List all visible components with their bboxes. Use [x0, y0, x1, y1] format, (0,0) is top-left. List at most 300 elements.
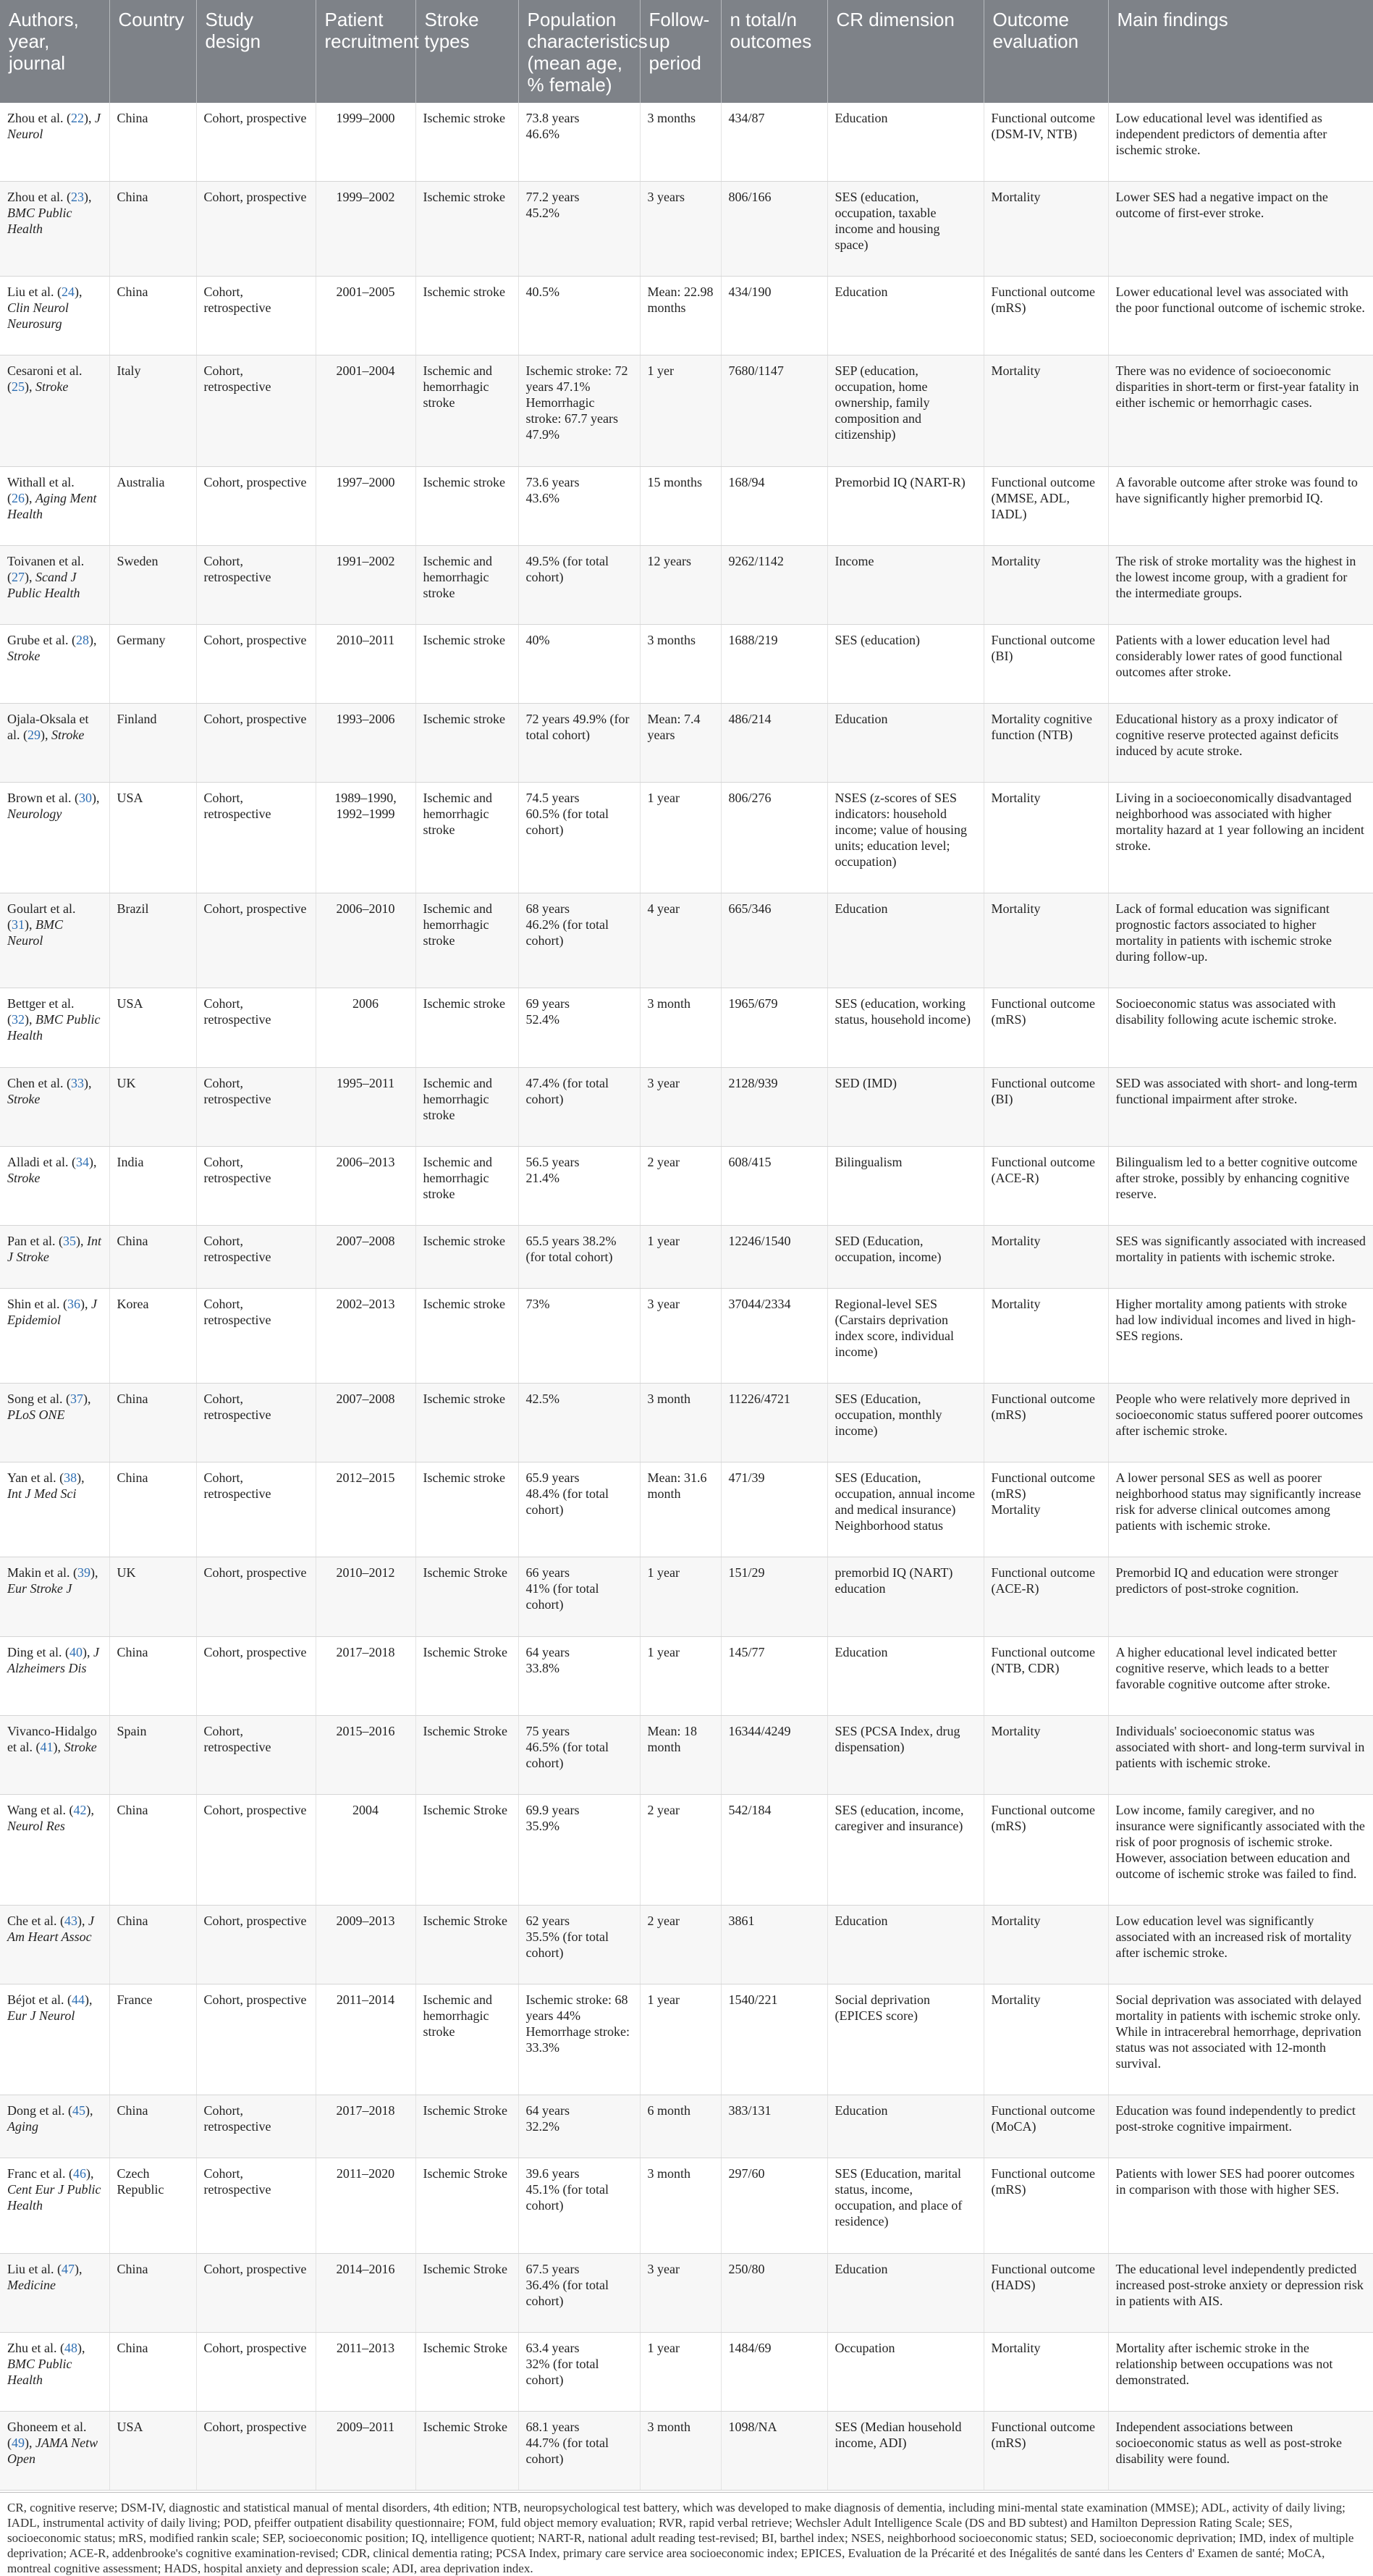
study-design-cell: Cohort, retrospective [196, 1462, 316, 1557]
reference-link[interactable]: 46 [72, 2166, 86, 2181]
reference-link[interactable]: 24 [61, 285, 75, 300]
population-cell: 73% [518, 1288, 640, 1383]
reference-link[interactable]: 45 [72, 2103, 85, 2118]
author-name: Brown et al. [7, 791, 72, 806]
population-cell: 75 years 46.5% (for total cohort) [518, 1715, 640, 1794]
country-cell: Sweden [109, 545, 196, 624]
study-design-cell: Cohort, retrospective [196, 1288, 316, 1383]
follow-up-cell: 3 year [640, 1067, 721, 1146]
author-name: Zhou et al. [7, 111, 64, 125]
journal-name: Stroke [7, 648, 41, 663]
journal-name: Eur Stroke J [7, 1581, 72, 1596]
follow-up-cell: 1 year [640, 1636, 721, 1715]
reference-link[interactable]: 25 [12, 379, 25, 395]
reference-link[interactable]: 23 [70, 190, 84, 205]
recruitment-cell: 2012–2015 [316, 1462, 415, 1557]
author-cell: Zhu et al. (48), BMC Public Health [0, 2332, 109, 2411]
journal-name: Stroke [51, 727, 85, 742]
reference-link[interactable]: 27 [12, 569, 25, 584]
reference-link[interactable]: 38 [64, 1470, 77, 1486]
study-design-cell: Cohort, retrospective [196, 1067, 316, 1146]
n-total-cell: 297/60 [721, 2158, 827, 2253]
author-name: Ojala-Oksala et al. [7, 711, 89, 742]
author-name: Franc et al. [7, 2166, 66, 2181]
outcome-cell: Functional outcome (NTB, CDR) [984, 1636, 1108, 1715]
cr-dimension-cell: SES (Education, marital status, income, occupation, and place of residence) [827, 2158, 984, 2253]
author-cell: Bettger et al. (32), BMC Public Health [0, 988, 109, 1067]
author-cell: Dong et al. (45), Aging [0, 2095, 109, 2158]
author-cell: Makin et al. (39), Eur Stroke J [0, 1557, 109, 1636]
recruitment-cell: 2014–2016 [316, 2253, 415, 2332]
reference-link[interactable]: 49 [12, 2435, 25, 2450]
recruitment-cell: 2017–2018 [316, 1636, 415, 1715]
author-name: Ding et al. [7, 1644, 62, 1659]
study-design-cell: Cohort, prospective [196, 893, 316, 988]
country-cell: China [109, 1794, 196, 1905]
population-cell: 49.5% (for total cohort) [518, 545, 640, 624]
author-cell: Zhou et al. (22), J Neurol [0, 103, 109, 182]
n-total-cell: 9262/1142 [721, 545, 827, 624]
table-row [0, 1225, 1373, 1288]
journal-name: Aging Ment Health [7, 490, 97, 521]
cr-dimension-cell: Education [827, 103, 984, 182]
author-cell: Shin et al. (36), J Epidemiol [0, 1288, 109, 1383]
country-cell: Spain [109, 1715, 196, 1794]
study-design-cell: Cohort, prospective [196, 624, 316, 703]
population-cell: 40.5% [518, 277, 640, 355]
population-cell: 64 years 33.8% [518, 1636, 640, 1715]
findings-cell: Premorbid IQ and education were stronger predictors of post-stroke cognition. [1108, 1557, 1373, 1636]
findings-cell: Lower educational level was associated with the poor functional outcome of ischemic stroke. [1108, 277, 1373, 355]
recruitment-cell: 2006–2010 [316, 893, 415, 988]
recruitment-cell: 1999–2002 [316, 182, 415, 277]
stroke-type-cell: Ischemic and hemorrhagic stroke [415, 1984, 518, 2095]
table-row [0, 2332, 1373, 2411]
reference-link[interactable]: 42 [73, 1802, 87, 1817]
reference-link[interactable]: 39 [77, 1565, 90, 1580]
table-row [0, 466, 1373, 545]
reference-link[interactable]: 26 [12, 490, 25, 505]
journal-name: Int J Med Sci [7, 1486, 77, 1502]
recruitment-cell: 1991–2002 [316, 545, 415, 624]
cr-dimension-cell: Occupation [827, 2332, 984, 2411]
stroke-type-cell: Ischemic stroke [415, 1384, 518, 1462]
author-cell: Yan et al. (38), Int J Med Sci [0, 1462, 109, 1557]
author-name: Alladi et al. [7, 1154, 69, 1169]
cr-dimension-cell: Education [827, 2253, 984, 2332]
reference-link[interactable]: 34 [75, 1154, 89, 1169]
outcome-cell: Functional outcome (HADS) [984, 2253, 1108, 2332]
table-row [0, 1067, 1373, 1146]
n-total-cell: 1965/679 [721, 988, 827, 1067]
outcome-cell: Functional outcome (ACE-R) [984, 1557, 1108, 1636]
follow-up-cell: 3 month [640, 988, 721, 1067]
reference-link[interactable]: 36 [67, 1296, 80, 1311]
table-row [0, 2095, 1373, 2158]
cr-dimension-cell: SEP (education, occupation, home ownership, family composition and citizenship) [827, 355, 984, 466]
table-row [0, 1462, 1373, 1557]
stroke-type-cell: Ischemic stroke [415, 624, 518, 703]
recruitment-cell: 2011–2014 [316, 1984, 415, 2095]
n-total-cell: 1688/219 [721, 624, 827, 703]
header-n-total: n total/n outcomes [721, 0, 827, 103]
outcome-cell: Functional outcome (mRS) [984, 277, 1108, 355]
table-row [0, 988, 1373, 1067]
country-cell: Czech Republic [109, 2158, 196, 2253]
study-design-cell: Cohort, retrospective [196, 988, 316, 1067]
author-name: Goulart et al. [7, 901, 76, 917]
journal-name: Stroke [35, 379, 69, 395]
study-design-cell: Cohort, prospective [196, 103, 316, 182]
country-cell: China [109, 1462, 196, 1557]
findings-cell: A favorable outcome after stroke was found to have significantly higher premorbid IQ. [1108, 466, 1373, 545]
country-cell: Korea [109, 1288, 196, 1383]
study-design-cell: Cohort, prospective [196, 182, 316, 277]
recruitment-cell: 1997–2000 [316, 466, 415, 545]
journal-name: Cent Eur J Public Health [7, 2182, 101, 2213]
findings-cell: Higher mortality among patients with stroke had low individual incomes and lived in high-SES regions. [1108, 1288, 1373, 1383]
journal-name: BMC Neurol [7, 917, 63, 948]
stroke-type-cell: Ischemic and hemorrhagic stroke [415, 893, 518, 988]
outcome-cell: Functional outcome (BI) [984, 1067, 1108, 1146]
country-cell: Italy [109, 355, 196, 466]
outcome-cell: Mortality [984, 1715, 1108, 1794]
header-country: Country [109, 0, 196, 103]
population-cell: Ischemic stroke: 72 years 47.1% Hemorrhagic stroke: 67.7 years 47.9% [518, 355, 640, 466]
author-name: Dong et al. [7, 2103, 65, 2118]
author-name: Wang et al. [7, 1802, 67, 1817]
outcome-cell: Functional outcome (MMSE, ADL, IADL) [984, 466, 1108, 545]
reference-link[interactable]: 47 [61, 2261, 75, 2276]
findings-cell: Low educational level was identified as independent predictors of dementia after ischemic stroke. [1108, 103, 1373, 182]
author-cell: Withall et al. (26), Aging Ment Health [0, 466, 109, 545]
study-design-cell: Cohort, prospective [196, 1984, 316, 2095]
outcome-cell: Functional outcome (mRS) [984, 1384, 1108, 1462]
cr-dimension-cell: Education [827, 1905, 984, 1984]
reference-link[interactable]: 30 [78, 791, 92, 806]
recruitment-cell: 1989–1990, 1992–1999 [316, 783, 415, 893]
stroke-type-cell: Ischemic and hemorrhagic stroke [415, 545, 518, 624]
reference-link[interactable]: 48 [64, 2340, 77, 2355]
author-name: Yan et al. [7, 1470, 56, 1486]
stroke-type-cell: Ischemic stroke [415, 988, 518, 1067]
journal-name: Aging [7, 2119, 38, 2134]
follow-up-cell: Mean: 7.4 years [640, 703, 721, 782]
findings-cell: A lower personal SES as well as poorer neighborhood status may significantly increase risk for adverse clinical outcomes among patients with ischemic stroke. [1108, 1462, 1373, 1557]
stroke-type-cell: Ischemic Stroke [415, 1905, 518, 1984]
population-cell: 69.9 years 35.9% [518, 1794, 640, 1905]
study-design-cell: Cohort, retrospective [196, 277, 316, 355]
population-cell: 67.5 years 36.4% (for total cohort) [518, 2253, 640, 2332]
findings-cell: SES was significantly associated with increased mortality in patients with ischemic stroke. [1108, 1225, 1373, 1288]
reference-link[interactable]: 43 [64, 1913, 77, 1928]
follow-up-cell: 2 year [640, 1146, 721, 1225]
population-cell: 69 years 52.4% [518, 988, 640, 1067]
follow-up-cell: 1 year [640, 783, 721, 893]
outcome-cell: Functional outcome (ACE-R) [984, 1146, 1108, 1225]
recruitment-cell: 2011–2013 [316, 2332, 415, 2411]
n-total-cell: 486/214 [721, 703, 827, 782]
reference-link[interactable]: 32 [12, 1012, 25, 1027]
table-body [0, 103, 1373, 2490]
outcome-cell: Mortality [984, 355, 1108, 466]
table-row [0, 703, 1373, 782]
outcome-cell: Mortality [984, 1905, 1108, 1984]
journal-name: Stroke [7, 1091, 41, 1106]
author-name: Song et al. [7, 1392, 63, 1407]
reference-link[interactable]: 40 [69, 1644, 83, 1659]
n-total-cell: 471/39 [721, 1462, 827, 1557]
follow-up-cell: Mean: 31.6 month [640, 1462, 721, 1557]
recruitment-cell: 1993–2006 [316, 703, 415, 782]
table-row [0, 2158, 1373, 2253]
n-total-cell: 16344/4249 [721, 1715, 827, 1794]
author-name: Pan et al. [7, 1233, 56, 1248]
outcome-cell: Functional outcome (DSM-IV, NTB) [984, 103, 1108, 182]
author-cell: Alladi et al. (34), Stroke [0, 1146, 109, 1225]
stroke-type-cell: Ischemic stroke [415, 1462, 518, 1557]
journal-name: BMC Public Health [7, 2356, 72, 2387]
stroke-type-cell: Ischemic stroke [415, 703, 518, 782]
country-cell: China [109, 1905, 196, 1984]
author-cell: Zhou et al. (23), BMC Public Health [0, 182, 109, 277]
n-total-cell: 434/87 [721, 103, 827, 182]
reference-link[interactable]: 41 [40, 1739, 54, 1754]
n-total-cell: 806/166 [721, 182, 827, 277]
stroke-type-cell: Ischemic Stroke [415, 2332, 518, 2411]
population-cell: 40% [518, 624, 640, 703]
n-total-cell: 542/184 [721, 1794, 827, 1905]
cr-dimension-cell: Education [827, 893, 984, 988]
table-row [0, 1794, 1373, 1905]
follow-up-cell: 15 months [640, 466, 721, 545]
journal-name: J Neurol [7, 111, 101, 141]
reference-link[interactable]: 44 [71, 1992, 85, 2008]
study-design-cell: Cohort, retrospective [196, 2095, 316, 2158]
header-population: Population characteristics (mean age, % female) [518, 0, 640, 103]
author-cell: Grube et al. (28), Stroke [0, 624, 109, 703]
journal-name: J Epidemiol [7, 1296, 97, 1327]
reference-link[interactable]: 35 [62, 1233, 76, 1248]
header-patient-recruitment: Patient recruitment [316, 0, 415, 103]
table-row [0, 1715, 1373, 1794]
cr-dimension-cell: Income [827, 545, 984, 624]
table-row [0, 1905, 1373, 1984]
outcome-cell: Mortality [984, 1225, 1108, 1288]
table-row [0, 1984, 1373, 2095]
n-total-cell: 1540/221 [721, 1984, 827, 2095]
header-cr-dimension: CR dimension [827, 0, 984, 103]
journal-name: Clin Neurol Neurosurg [7, 300, 69, 332]
outcome-cell: Functional outcome (mRS) [984, 988, 1108, 1067]
n-total-cell: 11226/4721 [721, 1384, 827, 1462]
cr-dimension-cell: SES (Median household income, ADI) [827, 2411, 984, 2490]
cr-dimension-cell: SES (PCSA Index, drug dispensation) [827, 1715, 984, 1794]
outcome-cell: Functional outcome (mRS) Mortality [984, 1462, 1108, 1557]
table-row [0, 1288, 1373, 1383]
population-cell: 47.4% (for total cohort) [518, 1067, 640, 1146]
stroke-type-cell: Ischemic Stroke [415, 1636, 518, 1715]
n-total-cell: 7680/1147 [721, 355, 827, 466]
reference-link[interactable]: 31 [12, 917, 25, 933]
n-total-cell: 434/190 [721, 277, 827, 355]
cr-dimension-cell: SES (Education, occupation, annual income and medical insurance) Neighborhood status [827, 1462, 984, 1557]
cr-dimension-cell: Social deprivation (EPICES score) [827, 1984, 984, 2095]
journal-name: Scand J Public Health [7, 569, 80, 600]
country-cell: China [109, 182, 196, 277]
recruitment-cell: 2001–2004 [316, 355, 415, 466]
stroke-type-cell: Ischemic Stroke [415, 2411, 518, 2490]
stroke-type-cell: Ischemic stroke [415, 1288, 518, 1383]
country-cell: Brazil [109, 893, 196, 988]
journal-name: J Alzheimers Dis [7, 1644, 99, 1675]
author-name: Béjot et al. [7, 1992, 64, 2008]
author-name: Che et al. [7, 1913, 57, 1928]
findings-cell: Social deprivation was associated with delayed mortality in patients with ischemic stroke only. While in intracerebral hemorrhage, deprivation status was not associated with 12-month survival. [1108, 1984, 1373, 2095]
findings-cell: SED was associated with short- and long-term functional impairment after stroke. [1108, 1067, 1373, 1146]
stroke-type-cell: Ischemic and hemorrhagic stroke [415, 1067, 518, 1146]
author-cell: Brown et al. (30), Neurology [0, 783, 109, 893]
cr-dimension-cell: Education [827, 703, 984, 782]
cr-dimension-cell: Premorbid IQ (NART-R) [827, 466, 984, 545]
outcome-cell: Functional outcome (mRS) [984, 2411, 1108, 2490]
stroke-type-cell: Ischemic Stroke [415, 1715, 518, 1794]
n-total-cell: 37044/2334 [721, 1288, 827, 1383]
reference-link[interactable]: 28 [75, 632, 89, 647]
country-cell: China [109, 1225, 196, 1288]
country-cell: UK [109, 1067, 196, 1146]
outcome-cell: Mortality [984, 1288, 1108, 1383]
outcome-cell: Mortality [984, 783, 1108, 893]
journal-name: Medicine [7, 2277, 56, 2292]
recruitment-cell: 1995–2011 [316, 1067, 415, 1146]
recruitment-cell: 2002–2013 [316, 1288, 415, 1383]
follow-up-cell: 2 year [640, 1905, 721, 1984]
cr-dimension-cell: SED (Education, occupation, income) [827, 1225, 984, 1288]
table-row [0, 1146, 1373, 1225]
follow-up-cell: 3 month [640, 1384, 721, 1462]
reference-link[interactable]: 37 [70, 1392, 83, 1407]
stroke-type-cell: Ischemic stroke [415, 466, 518, 545]
author-cell: Pan et al. (35), Int J Stroke [0, 1225, 109, 1288]
findings-cell: Individuals' socioeconomic status was associated with short- and long-term survival in patients with ischemic stroke. [1108, 1715, 1373, 1794]
author-cell: Goulart et al. (31), BMC Neurol [0, 893, 109, 988]
n-total-cell: 3861 [721, 1905, 827, 1984]
author-cell: Wang et al. (42), Neurol Res [0, 1794, 109, 1905]
findings-cell: Patients with lower SES had poorer outcomes in comparison with those with higher SES. [1108, 2158, 1373, 2253]
header-main-findings: Main findings [1108, 0, 1373, 103]
reference-link[interactable]: 29 [28, 727, 41, 742]
journal-name: BMC Public Health [7, 206, 72, 237]
stroke-type-cell: Ischemic Stroke [415, 2095, 518, 2158]
country-cell: China [109, 277, 196, 355]
study-design-cell: Cohort, prospective [196, 1794, 316, 1905]
table-row [0, 624, 1373, 703]
author-name: Toivanen et al. [7, 553, 85, 568]
population-cell: 56.5 years 21.4% [518, 1146, 640, 1225]
population-cell: 63.4 years 32% (for total cohort) [518, 2332, 640, 2411]
findings-cell: Living in a socioeconomically disadvantaged neighborhood was associated with higher mortality hazard at 1 year following an incident stroke. [1108, 783, 1373, 893]
cr-dimension-cell: SES (Education, occupation, monthly income) [827, 1384, 984, 1462]
population-cell: 64 years 32.2% [518, 2095, 640, 2158]
reference-link[interactable]: 33 [70, 1075, 84, 1090]
recruitment-cell: 2017–2018 [316, 2095, 415, 2158]
table-row [0, 182, 1373, 277]
findings-cell: Patients with a lower education level had considerably lower rates of good functional outcomes after stroke. [1108, 624, 1373, 703]
country-cell: Australia [109, 466, 196, 545]
author-name: Liu et al. [7, 2261, 54, 2276]
follow-up-cell: 3 years [640, 182, 721, 277]
stroke-type-cell: Ischemic stroke [415, 277, 518, 355]
n-total-cell: 151/29 [721, 1557, 827, 1636]
table-row [0, 355, 1373, 466]
study-design-cell: Cohort, prospective [196, 466, 316, 545]
table-row [0, 1557, 1373, 1636]
reference-link[interactable]: 22 [70, 111, 84, 125]
journal-name: JAMA Netw Open [7, 2435, 98, 2466]
stroke-type-cell: Ischemic stroke [415, 1225, 518, 1288]
author-cell: Ojala-Oksala et al. (29), Stroke [0, 703, 109, 782]
findings-cell: The risk of stroke mortality was the highest in the lowest income group, with a gradient for the intermediate groups. [1108, 545, 1373, 624]
author-name: Grube et al. [7, 632, 69, 647]
findings-cell: People who were relatively more deprived in socioeconomic status suffered poorer outcomes after ischemic stroke. [1108, 1384, 1373, 1462]
study-design-cell: Cohort, retrospective [196, 1715, 316, 1794]
population-cell: 62 years 35.5% (for total cohort) [518, 1905, 640, 1984]
cr-dimension-cell: SED (IMD) [827, 1067, 984, 1146]
recruitment-cell: 2010–2011 [316, 624, 415, 703]
journal-name: Neurol Res [7, 1818, 65, 1833]
author-cell: Liu et al. (24), Clin Neurol Neurosurg [0, 277, 109, 355]
author-name: Zhou et al. [7, 190, 64, 205]
journal-name: Stroke [64, 1739, 97, 1754]
study-design-cell: Cohort, retrospective [196, 355, 316, 466]
recruitment-cell: 2004 [316, 1794, 415, 1905]
table-footnote: CR, cognitive reserve; DSM-IV, diagnostic and statistical manual of mental disorders, 4th edition; NTB, neuropsychological test battery, which was developed to make diagnosis of dementia, including mini-mental state examination (MMSE); ADL, activity of daily living; IADL, instrumental activity of daily living; POD, pfeiffer outpatient disability questionnaire; FOM, fuld object memory evaluation; RVR, rapid verbal retrieve; Wechsler Adult Intelligence Scale (DS and BD subtest) and Hamilton Depression Rating Scale; SES, socioeconomic status; mRS, modified rankin scale; SEP, socioeconomic position; IQ, intelligence quotient; NART-R, national adult reading test-revised; BI, barthel index; NSES, neighborhood socioeconomic status; SED, socioeconomic deprivation; IMD, index of multiple deprivation; ACE-R, addenbrooke's cognitive examination-revised; CDR, clinical dementia rating; PCSA Index, primary care service area socioeconomic index; EPICES, Evaluation de la Précarité et des Inégalités de santé dans les Centers d' Examen de santé; MoCA, montreal cognitive assessment; HADS, hospital anxiety and depression scale; ADI, area deprivation index. [0, 2492, 1373, 2576]
outcome-cell: Functional outcome (MoCA) [984, 2095, 1108, 2158]
table-row [0, 893, 1373, 988]
author-cell: Chen et al. (33), Stroke [0, 1067, 109, 1146]
cr-dimension-cell: Education [827, 2095, 984, 2158]
findings-cell: Independent associations between socioeconomic status as well as post-stroke disability were found. [1108, 2411, 1373, 2490]
journal-name: Eur J Neurol [7, 2008, 75, 2024]
author-name: Bettger et al. [7, 996, 75, 1011]
author-name: Chen et al. [7, 1075, 64, 1090]
study-design-cell: Cohort, prospective [196, 2332, 316, 2411]
author-cell: Ghoneem et al. (49), JAMA Netw Open [0, 2411, 109, 2490]
n-total-cell: 1484/69 [721, 2332, 827, 2411]
population-cell: 73.6 years 43.6% [518, 466, 640, 545]
stroke-type-cell: Ischemic and hemorrhagic stroke [415, 1146, 518, 1225]
stroke-type-cell: Ischemic Stroke [415, 2158, 518, 2253]
country-cell: USA [109, 783, 196, 893]
recruitment-cell: 2010–2012 [316, 1557, 415, 1636]
stroke-type-cell: Ischemic Stroke [415, 2253, 518, 2332]
author-cell: Che et al. (43), J Am Heart Assoc [0, 1905, 109, 1984]
author-name: Zhu et al. [7, 2340, 57, 2355]
author-cell: Vivanco-Hidalgo et al. (41), Stroke [0, 1715, 109, 1794]
population-cell: Ischemic stroke: 68 years 44% Hemorrhage stroke: 33.3% [518, 1984, 640, 2095]
follow-up-cell: 3 year [640, 1288, 721, 1383]
author-name: Vivanco-Hidalgo et al. [7, 1723, 97, 1754]
study-design-cell: Cohort, retrospective [196, 783, 316, 893]
author-cell: Béjot et al. (44), Eur J Neurol [0, 1984, 109, 2095]
header-stroke-types: Stroke types [415, 0, 518, 103]
study-design-cell: Cohort, prospective [196, 1557, 316, 1636]
follow-up-cell: 1 year [640, 2332, 721, 2411]
country-cell: India [109, 1146, 196, 1225]
outcome-cell: Mortality [984, 2332, 1108, 2411]
author-cell: Franc et al. (46), Cent Eur J Public Health [0, 2158, 109, 2253]
